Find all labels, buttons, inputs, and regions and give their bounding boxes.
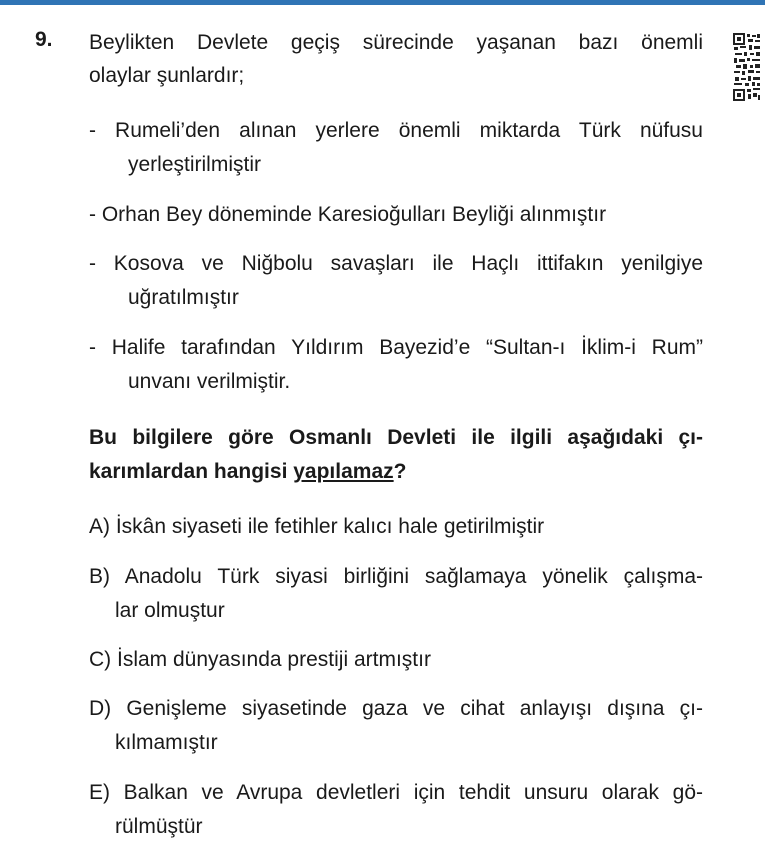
prompt-line-2	[89, 455, 703, 489]
list-item-continuation: uğratılmıştır	[128, 286, 239, 309]
list-item-continuation: yerleştirilmiştir	[128, 153, 261, 176]
option-text: C) İslam dünyasında prestiji artmıştır	[89, 648, 431, 671]
prompt-question-mark: ?	[393, 460, 407, 483]
list-item	[89, 331, 703, 399]
option-continuation: lar olmuştur	[115, 599, 225, 622]
stem-line-2: olaylar şunlardır;	[89, 64, 245, 87]
option-b[interactable]	[89, 560, 703, 628]
option-text: B) Anadolu Türk siyasi birliğini sağlamaya yönelik çalışma-	[89, 565, 703, 588]
list-item-line: - Rumeli’den alınan yerlere önemli miktarda Türk nüfusu	[89, 119, 703, 142]
question-stem	[89, 26, 703, 92]
option-a[interactable]	[89, 510, 703, 544]
list-item	[89, 247, 703, 315]
prompt-emphasis: yapılamaz	[293, 460, 394, 483]
question-prompt	[89, 421, 703, 489]
question-number: 9.	[35, 28, 53, 51]
list-item-line: - Halife tarafından Yıldırım Bayezid’e “Sultan-ı İklim-i Rum”	[89, 336, 703, 359]
option-text: A) İskân siyaseti ile fetihler kalıcı hale getirilmiştir	[89, 515, 545, 538]
prompt-line-1: Bu bilgilere göre Osmanlı Devleti ile ilgili aşağıdaki çı-	[89, 426, 703, 449]
list-item-line: - Kosova ve Niğbolu savaşları ile Haçlı ittifakın yenilgiye	[89, 252, 703, 275]
list-item-line: - Orhan Bey döneminde Karesioğulları Beyliği alınmıştır	[89, 203, 607, 226]
list-item-continuation: unvanı verilmiştir.	[128, 370, 291, 393]
option-text: D) Genişleme siyasetinde gaza ve cihat anlayışı dışına çı-	[89, 697, 703, 720]
option-d[interactable]	[89, 692, 703, 760]
option-e[interactable]	[89, 776, 703, 844]
prompt-text: karımlardan hangisi	[89, 460, 294, 483]
option-continuation: rülmüştür	[115, 815, 203, 838]
list-item	[89, 198, 703, 232]
option-continuation: kılmamıştır	[115, 731, 218, 754]
list-item	[89, 114, 703, 182]
option-text: E) Balkan ve Avrupa devletleri için tehdit unsuru olarak gö-	[89, 781, 703, 804]
qr-code-icon[interactable]	[733, 33, 761, 102]
top-accent-bar	[0, 0, 765, 5]
option-c[interactable]	[89, 643, 703, 677]
stem-line-1: Beylikten Devlete geçiş sürecinde yaşanan bazı önemli	[89, 31, 703, 54]
